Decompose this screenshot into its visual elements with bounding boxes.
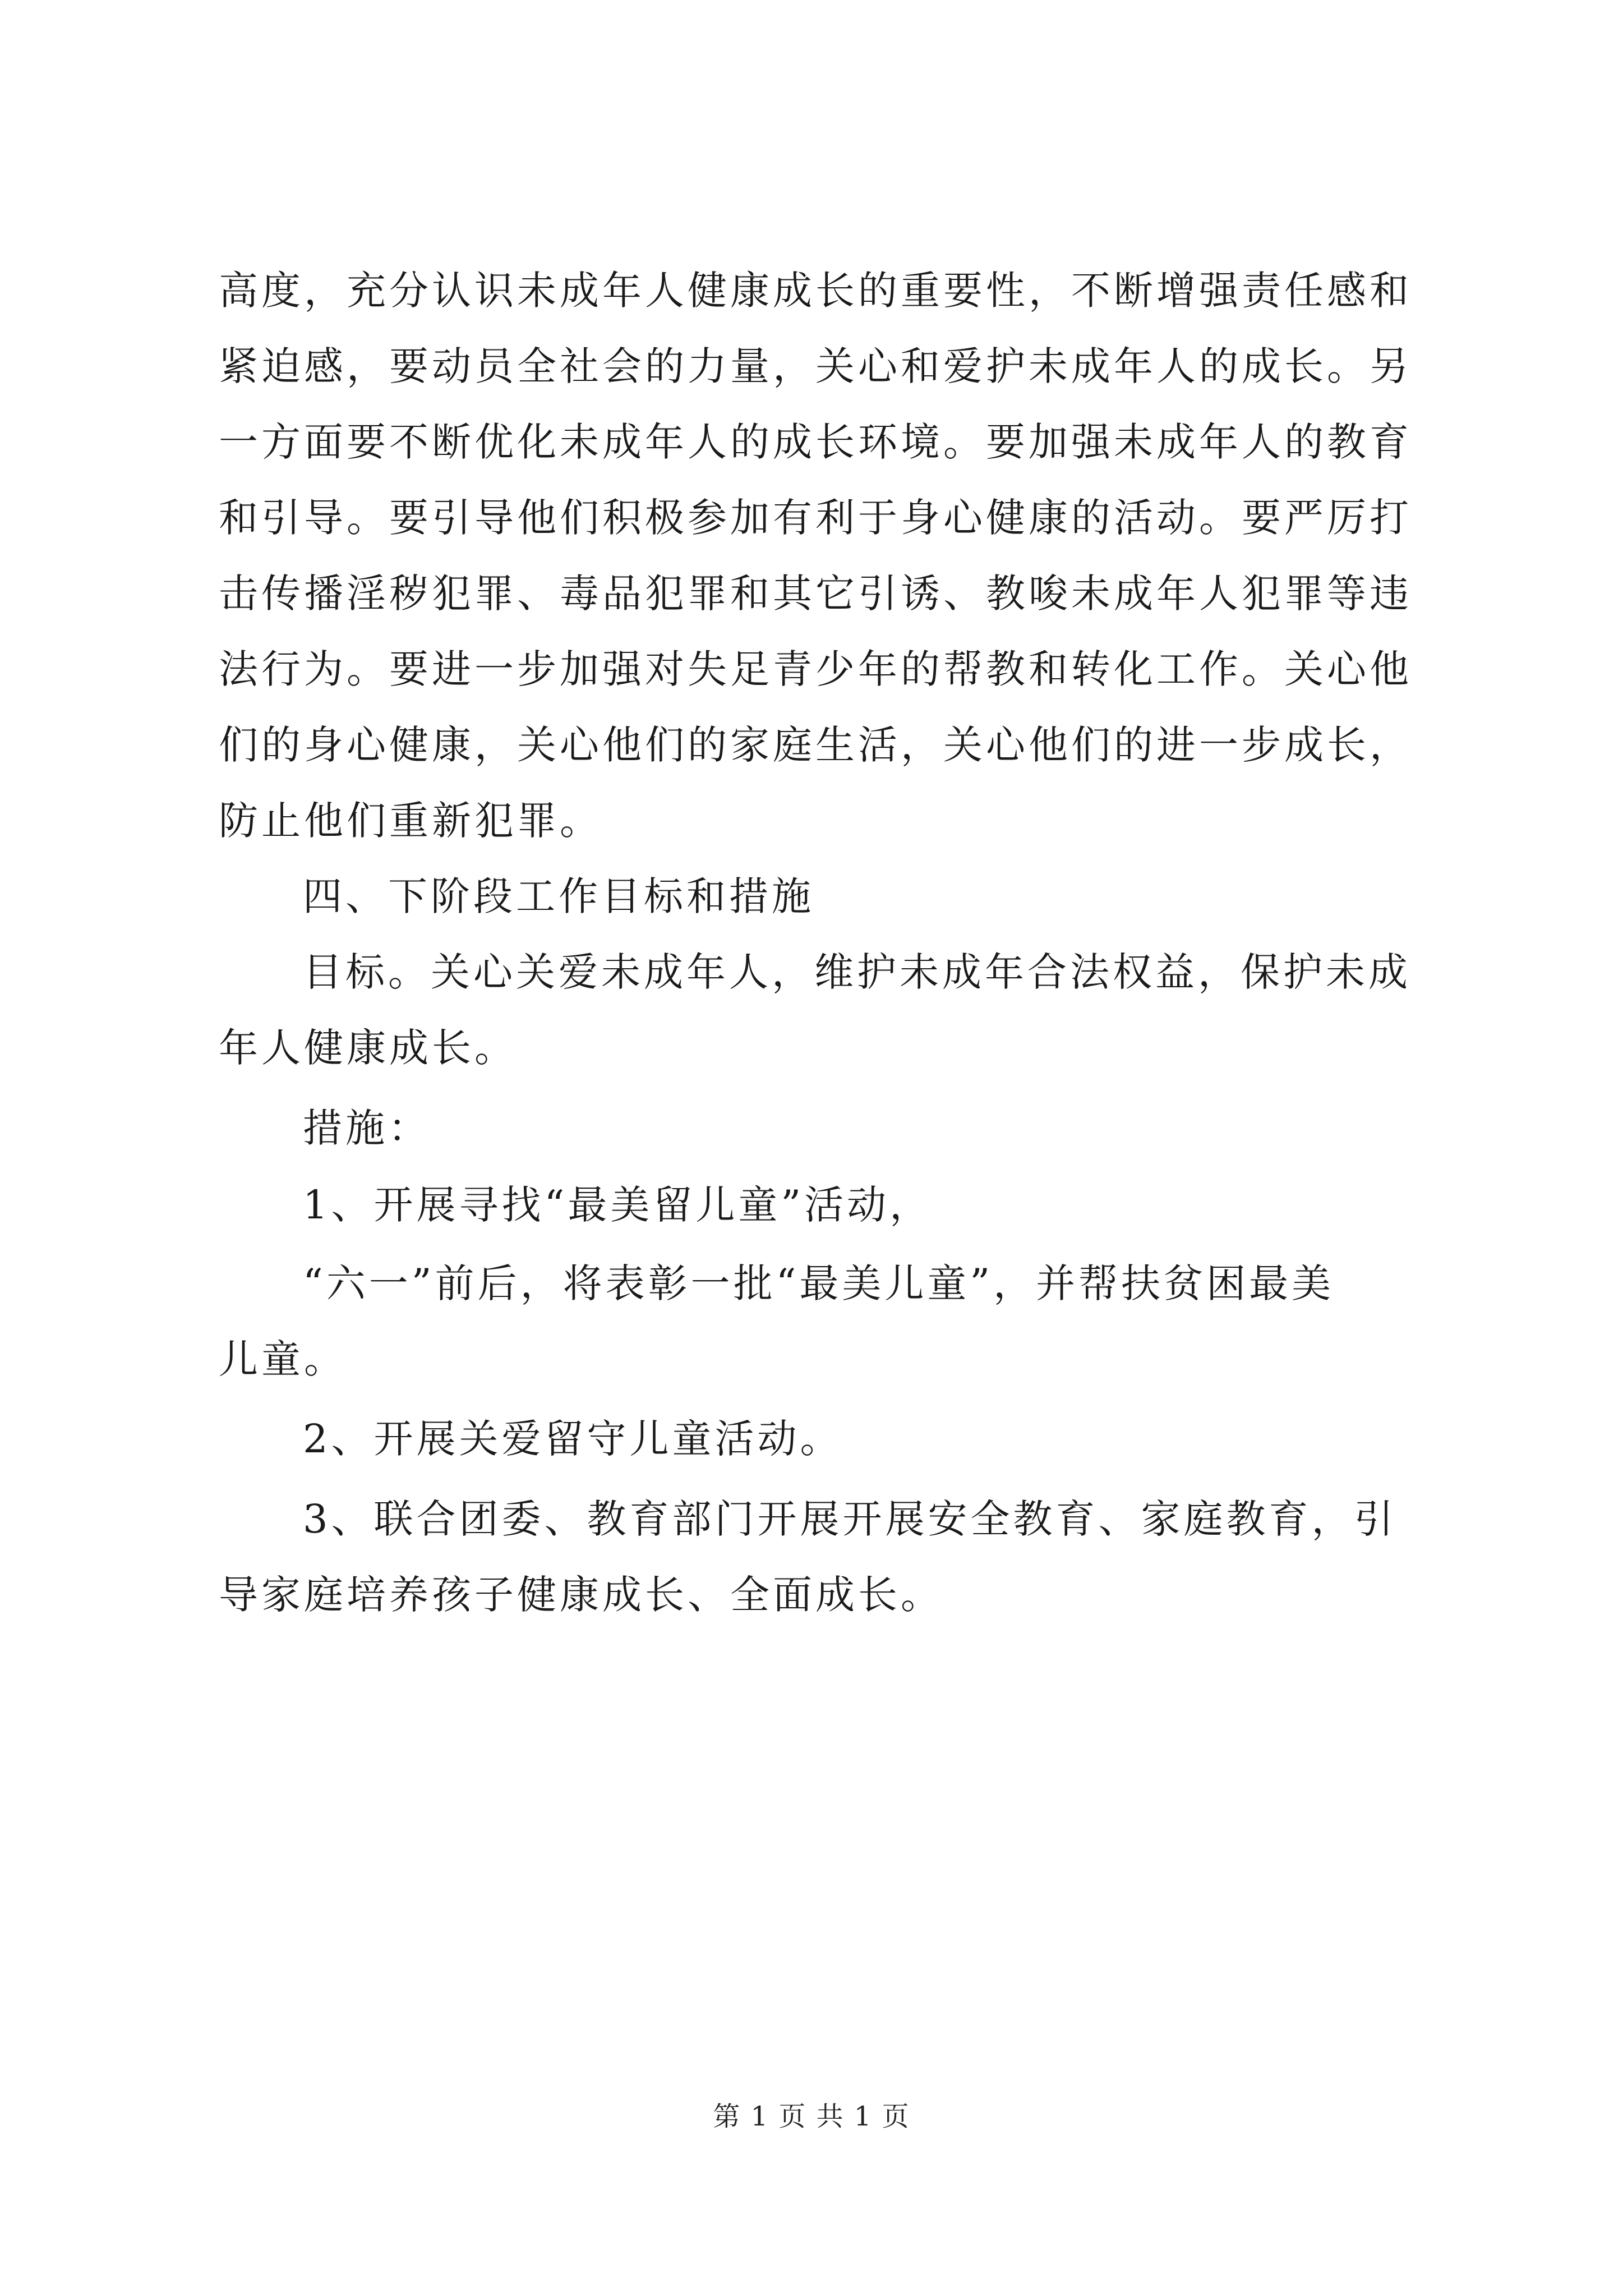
body-line-14: “六一”前后，将表彰一批“最美儿童”，并帮扶贫困最美 [303, 1260, 1335, 1306]
list-item-2: 2、开展关爱留守儿童活动。 [303, 1416, 843, 1462]
body-line-1: 高度，充分认识未成年人健康成长的重要性，不断增强责任感和 [219, 268, 1412, 314]
body-line-15: 儿童。 [219, 1336, 347, 1382]
body-line-8: 防止他们重新犯罪。 [219, 798, 602, 844]
measures-label: 措施： [303, 1105, 431, 1151]
body-line-4: 和引导。要引导他们积极参加有利于身心健康的活动。要严厉打 [219, 495, 1412, 541]
body-line-7: 们的身心健康，关心他们的家庭生活，关心他们的进一步成长， [219, 722, 1412, 768]
body-line-3: 一方面要不断优化未成年人的成长环境。要加强未成年人的教育 [219, 419, 1412, 465]
body-line-5: 击传播淫秽犯罪、毒品犯罪和其它引诱、教唆未成年人犯罪等违 [219, 570, 1412, 616]
body-line-2: 紧迫感，要动员全社会的力量，关心和爱护未成年人的成长。另 [219, 343, 1412, 389]
page-footer: 第 1 页 共 1 页 [713, 2101, 910, 2132]
list-item-3: 3、联合团委、教育部门开展开展安全教育、家庭教育，引 [303, 1496, 1397, 1542]
body-line-6: 法行为。要进一步加强对失足青少年的帮教和转化工作。关心他 [219, 646, 1412, 692]
list-item-1: 1、开展寻找“最美留儿童”活动， [303, 1182, 933, 1228]
section-heading: 四、下阶段工作目标和措施 [303, 873, 814, 919]
body-line-11: 年人健康成长。 [219, 1025, 517, 1071]
body-line-18: 导家庭培养孩子健康成长、全面成长。 [219, 1572, 943, 1618]
body-line-10: 目标。关心关爱未成年人，维护未成年合法权益，保护未成 [303, 949, 1411, 995]
